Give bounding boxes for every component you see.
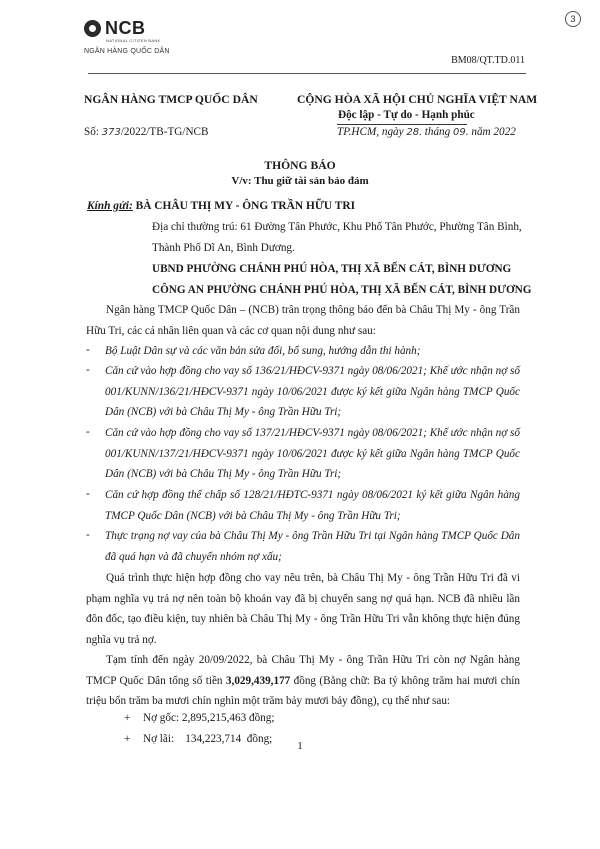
list-bullet: -	[86, 426, 90, 438]
debt-item-marker: +	[124, 712, 131, 724]
motto-underline	[337, 124, 467, 125]
list-bullet: -	[86, 364, 90, 376]
recipient-address-2: Thành Phố Dĩ An, Bình Dương.	[152, 242, 295, 254]
basis-item-3: Căn cứ vào hợp đồng cho vay số 137/21/HĐCV-9371 ngày 08/06/2021; Khế ước nhận nợ số 001/KUNN/137/21/HĐCV-9371 ngày 10/06/2021 được ký kết giữa Ngân hàng TMCP Quốc Dân (NCB) với bà Châu Thị My - ông Trần Hữu Tri;	[105, 427, 520, 481]
debt-item-marker: +	[124, 733, 131, 745]
date-month-handwritten: 09	[453, 127, 466, 138]
recipient-org-1: UBND PHƯỜNG CHÁNH PHÚ HÒA, THỊ XÃ BẾN CÁT, BÌNH DƯƠNG	[152, 263, 512, 275]
list-bullet: -	[86, 344, 90, 356]
form-code-divider	[88, 73, 526, 74]
basis-item-5: Thực trạng nợ vay của bà Châu Thị My - ông Trần Hữu Tri tại Ngân hàng TMCP Quốc Dân đã quá hạn và đã chuyển nhóm nợ xấu;	[105, 530, 520, 563]
basis-item-2: Căn cứ vào hợp đồng cho vay số 136/21/HĐCV-9371 ngày 08/06/2021; Khế ước nhận nợ số 001/KUNN/136/21/HĐCV-9371 ngày 10/06/2021 được ký kết giữa Ngân hàng TMCP Quốc Dân (NCB) với bà Châu Thị My - ông Trần Hữu Tri;	[105, 365, 520, 419]
document-number: Số: 373/2022/TB-TG/NCB	[84, 126, 209, 138]
form-code: BM08/QT.TD.011	[451, 55, 525, 66]
list-bullet: -	[86, 488, 90, 500]
process-paragraph: Quá trình thực hiện hợp đồng cho vay nêu trên, bà Châu Thị My - ông Trần Hữu Tri đã vi phạm nghĩa vụ trả nợ nên toàn bộ khoản vay đã bị chuyển sang nợ quá hạn. NCB đã nhiều lần đôn đốc, tạo điều kiện, tuy nhiên bà Châu Thị My - ông Trần Hữu Tri vẫn không thực hiện đúng nghĩa vụ trả nợ.	[86, 572, 520, 646]
debt-principal: Nợ gốc: 2,895,215,463 đồng;	[143, 712, 275, 724]
national-motto: Độc lập - Tự do - Hạnh phúc	[338, 109, 475, 121]
document-subject: V/v: Thu giữ tài sản bảo đảm	[231, 175, 369, 187]
debt-interest: Nợ lãi: 134,223,714 đồng;	[143, 733, 273, 745]
recipient-name: BÀ CHÂU THỊ MY - ÔNG TRẦN HỮU TRI	[132, 200, 356, 212]
date-day-handwritten: 28	[406, 127, 420, 138]
ncb-logo-icon	[84, 20, 101, 37]
basis-item-1: Bộ Luật Dân sự và các văn bản sửa đổi, bổ sung, hướng dẫn thi hành;	[105, 345, 421, 357]
issuer-org: NGÂN HÀNG TMCP QUỐC DÂN	[84, 93, 258, 106]
document-date: TP.HCM, ngày 28. tháng 09. năm 2022	[337, 126, 516, 138]
document-title: THÔNG BÁO	[264, 159, 336, 172]
recipient-label: Kính gửi:	[87, 200, 133, 212]
recipient-org-2: CÔNG AN PHƯỜNG CHÁNH PHÚ HÒA, THỊ XÃ BẾN CÁT, BÌNH DƯƠNG	[152, 284, 532, 296]
logo-small-text: NATIONAL CITIZEN BANK	[106, 38, 161, 43]
recipient-line	[87, 200, 355, 212]
doc-number-handwritten: 373	[101, 127, 121, 138]
recipient-address-1: Địa chỉ thường trú: 61 Đường Tân Phước, Khu Phố Tân Phước, Phường Tân Bình,	[152, 221, 522, 233]
list-bullet: -	[86, 529, 90, 541]
page-number: 1	[297, 740, 303, 752]
logo-tagline: NGÂN HÀNG QUỐC DÂN	[84, 48, 170, 55]
page-marker: 3	[565, 11, 581, 27]
debt-amount: 3,029,439,177	[225, 674, 291, 687]
logo-brand: NCB	[105, 18, 146, 38]
debt-paragraph: Tạm tính đến ngày 20/09/2022, bà Châu Thị My - ông Trần Hữu Tri còn nợ Ngân hàng TMCP Quốc Dân tổng số tiền 3,029,439,177 đồng (Bằng chữ: Ba tỷ không trăm hai mươi chín triệu bốn trăm ba mươi chín nghìn một trăm bảy mươi bảy đồng), cụ thể như sau:	[86, 654, 520, 708]
national-title: CỘNG HÒA XÃ HỘI CHỦ NGHĨA VIỆT NAM	[297, 93, 538, 106]
basis-item-4: Căn cứ hợp đồng thế chấp số 128/21/HĐTC-9371 ngày 08/06/2021 ký kết giữa Ngân hàng TMCP Quốc Dân (NCB) với bà Châu Thị My - ông Trần Hữu Tri;	[105, 489, 520, 522]
intro-paragraph: Ngân hàng TMCP Quốc Dân – (NCB) trân trọng thông báo đến bà Châu Thị My - ông Trần Hữu Tri, các cá nhân liên quan và các cơ quan nội dung như sau:	[86, 304, 520, 337]
